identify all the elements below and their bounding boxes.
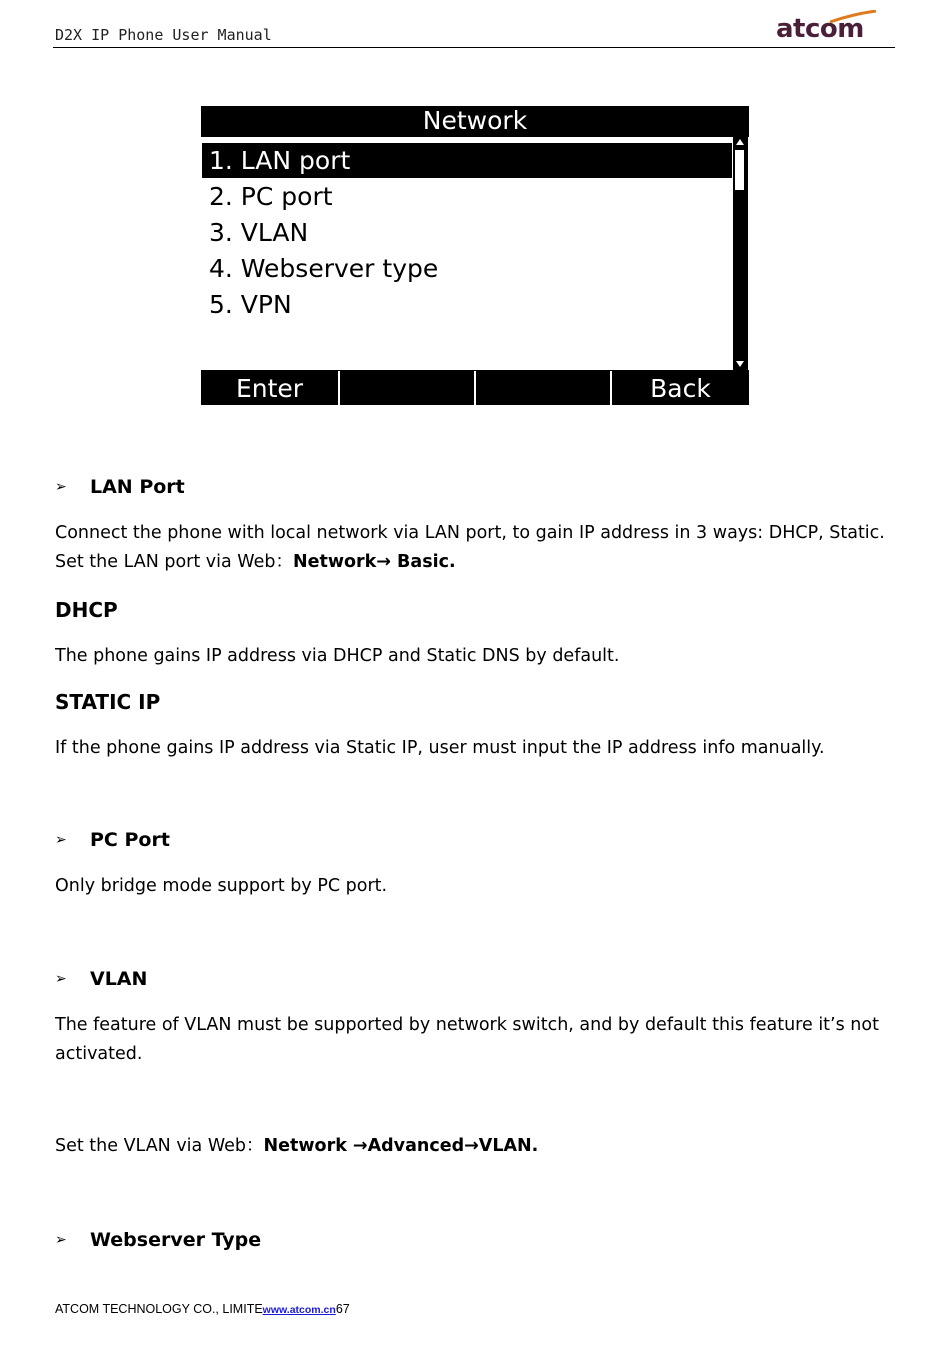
atcom-logo [776, 10, 876, 44]
vlan-paragraph [55, 1011, 905, 1069]
lcd-menu-item-webserver-type[interactable]: 4. Webserver type [209, 254, 439, 283]
lan-port-line-2: Set the LAN port via Web：Network→ Basic. [55, 552, 456, 572]
heading-lan-port: LAN Port [90, 476, 185, 498]
lcd-menu-item-pc-port[interactable]: 2. PC port [209, 182, 333, 211]
bullet-arrow-icon: ➢ [55, 971, 67, 987]
vlan-web-paragraph: Set the VLAN via Web：Network →Advanced→VLAN. [55, 1136, 539, 1156]
header-title: D2X IP Phone User Manual [55, 26, 272, 44]
header-divider [53, 47, 895, 48]
lcd-menu-item-vlan[interactable]: 3. VLAN [209, 218, 309, 247]
lcd-title: Network [201, 106, 749, 137]
vlan-line-2: activated. [55, 1044, 143, 1064]
heading-pc-port: PC Port [90, 829, 170, 851]
softkey-2[interactable] [340, 370, 474, 405]
scroll-down-arrow-icon [736, 361, 744, 367]
lan-port-line-1: Connect the phone with local network via LAN port, to gain IP address in 3 ways: DHCP, Static. [55, 523, 885, 543]
scroll-up-arrow-icon [736, 139, 744, 145]
static-ip-paragraph: If the phone gains IP address via Static IP, user must input the IP address info manually. [55, 738, 825, 758]
lcd-menu-item-lan-port[interactable]: 1. LAN port [202, 143, 732, 178]
heading-vlan: VLAN [90, 968, 148, 990]
heading-dhcp: DHCP [55, 598, 118, 622]
footer-link[interactable]: www.atcom.cn [262, 1304, 336, 1316]
lan-port-web-path: Network→ Basic. [292, 552, 456, 572]
lcd-menu-item-vpn[interactable]: 5. VPN [209, 290, 292, 319]
pc-port-paragraph: Only bridge mode support by PC port. [55, 876, 388, 896]
bullet-arrow-icon: ➢ [55, 832, 67, 848]
heading-static-ip: STATIC IP [55, 690, 161, 714]
footer-company: ATCOM TECHNOLOGY CO., LIMITE [55, 1302, 263, 1316]
softkey-back[interactable]: Back [650, 374, 711, 403]
logo-text: atcom [776, 14, 864, 44]
vlan-web-path: Network →Advanced→VLAN. [263, 1136, 539, 1156]
vlan-line-1: The feature of VLAN must be supported by network switch, and by default this feature it’s not [55, 1015, 879, 1035]
heading-webserver-type: Webserver Type [90, 1229, 262, 1251]
softkey-3[interactable] [476, 370, 610, 405]
dhcp-paragraph: The phone gains IP address via DHCP and Static DNS by default. [55, 646, 620, 666]
lan-port-paragraph [55, 519, 905, 577]
page-footer [55, 1302, 350, 1316]
bullet-arrow-icon: ➢ [55, 1232, 67, 1248]
page-number: 67 [335, 1302, 350, 1316]
lcd-scrollbar-thumb[interactable] [735, 150, 744, 190]
softkey-enter[interactable]: Enter [235, 374, 304, 403]
bullet-arrow-icon: ➢ [55, 479, 67, 495]
